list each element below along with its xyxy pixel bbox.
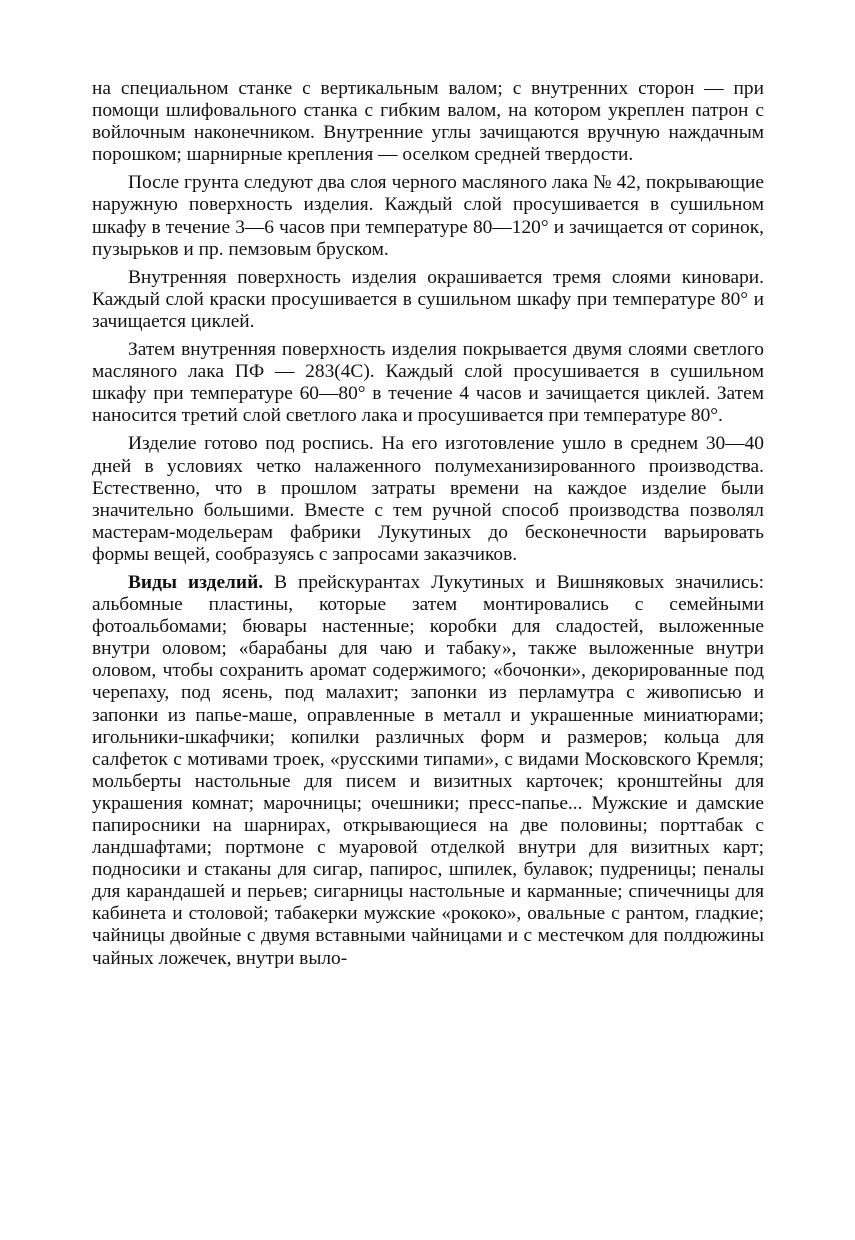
section-text: В прейскурантах Лукутиных и Вишняковых значились: альбомные пластины, которые затем монтировались с семейными фотоальбомами; бювары настенные; коробки для сладостей, выложенные внутри оловом; «барабаны для чаю и табаку», также выложенные внутри оловом, чтобы сохранить аромат содержимого; «бочонки», декорированные под черепаху, под ясень, под малахит; запонки из перламутра с живописью и запонки из папье-маше, оправленные в металл и украшенные миниатюрами; игольники-шкафчики; копилки различных форм и размеров; кольца для салфеток с мотивами троек, «русскими типами», с видами Московского Кремля; мольберты настольные для писем и визитных карточек; кронштейны для украшения комнат; марочницы; очешники; пресс-папье... Мужские и дамские папиросники на шарнирах, открывающиеся на две половины; порттабак с ландшафтами; портмоне с муаровой отделкой внутри для визитных карт; подносики и стаканы для сигар, папирос, шпилек, булавок; пудреницы; пеналы для карандашей и перьев; сигарницы настольные и карманные; спичечницы для кабинета и столовой; табакерки мужские «рококо», овальные с рантом, гладкие; чайницы двойные с двумя вставными чайницами и с местечком для полдюжины чайных ложечек, внутри выло- (92, 571, 764, 969)
section-paragraph (92, 572, 764, 970)
paragraph-4: Затем внутренняя поверхность изделия покрывается двумя слоями светлого масляного лака ПФ — 283(4С). Каждый слой просушивается в сушильном шкафу при температуре 60—80° в течение 4 часов и зачищается циклей. Затем наносится третий слой светлого лака и просушивается при температуре 80°. (92, 339, 764, 427)
paragraph-1: на специальном станке с вертикальным валом; с внутренних сторон — при помощи шлифовального станка с гибким валом, на котором укреплен патрон с войлочным наконечником. Внутренние углы зачищаются вручную наждачным порошком; шарнирные крепления — оселком средней твердости. (92, 78, 764, 166)
paragraph-2: После грунта следуют два слоя черного масляного лака № 42, покрывающие наружную поверхность изделия. Каждый слой просушивается в сушильном шкафу в течение 3—6 часов при температуре 80—120° и зачищается от соринок, пузырьков и пр. пемзовым бруском. (92, 172, 764, 260)
paragraph-3: Внутренняя поверхность изделия окрашивается тремя слоями киновари. Каждый слой краски просушивается в сушильном шкафу при температуре 80° и зачищается циклей. (92, 266, 764, 332)
paragraph-5: Изделие готово под роспись. На его изготовление ушло в среднем 30—40 дней в условиях четко налаженного полумеханизированного производства. Естественно, что в прошлом затраты времени на каждое изделие были значительно большими. Вместе с тем ручной способ производства позволял мастерам-модельерам фабрики Лукутиных до бесконечности варьировать формы вещей, сообразуясь с запросами заказчиков. (92, 433, 764, 565)
document-page (92, 78, 764, 976)
section-title: Виды изделий. (128, 571, 264, 593)
